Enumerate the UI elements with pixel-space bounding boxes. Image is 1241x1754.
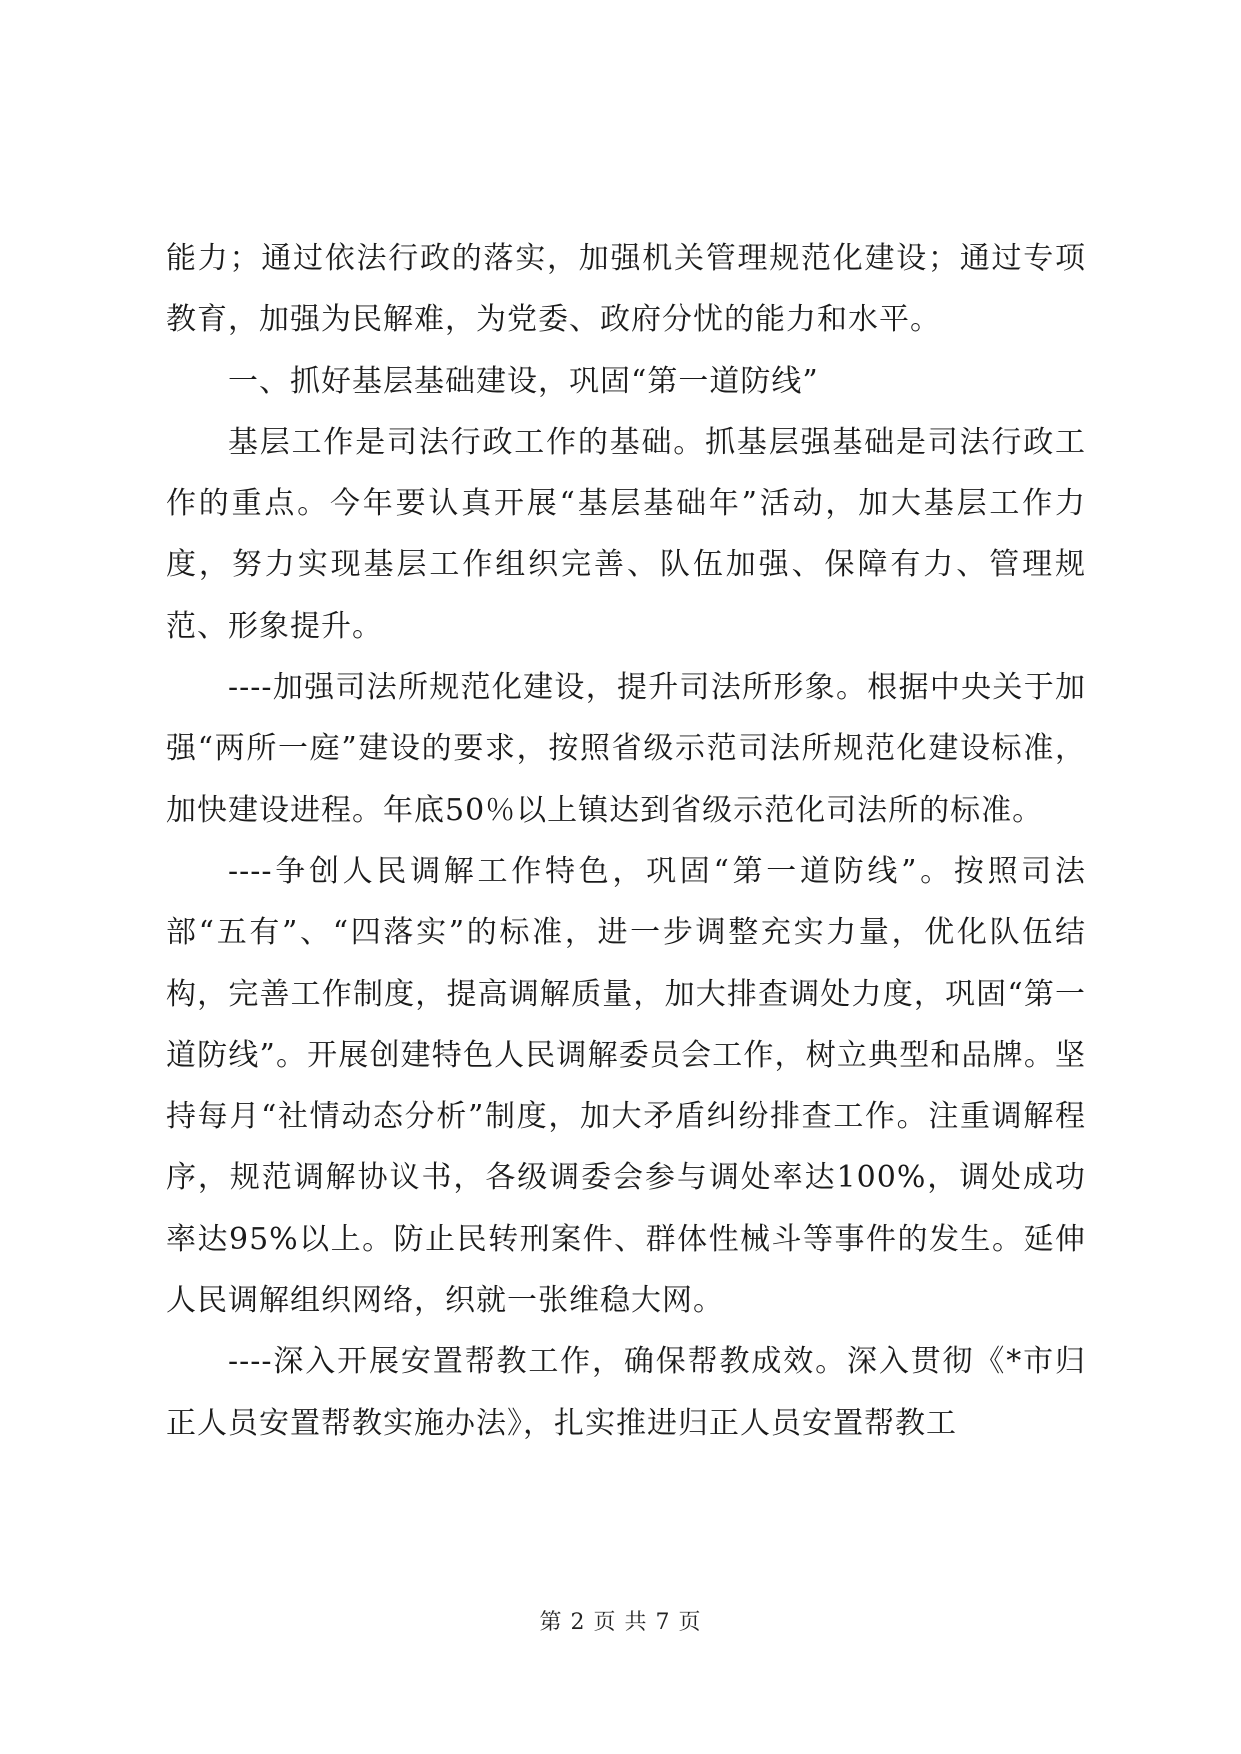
paragraph-mediation: ----争创人民调解工作特色，巩固“第一道防线”。按照司法部“五有”、“四落实”的标准，进一步调整充实力量，优化队伍结构，完善工作制度，提高调解质量，加大排查调处力度，巩固“第一道防线”。开展创建特色人民调解委员会工作，树立典型和品牌。坚持每月“社情动态分析”制度，加大矛盾纠纷排查工作。注重调解程序，规范调解协议书，各级调委会参与调处率达100%，调处成功率达95%以上。防止民转刑案件、群体性械斗等事件的发生。延伸人民调解组织网络，织就一张维稳大网。 xyxy=(166,853,1086,1319)
document-body xyxy=(166,228,1086,1454)
paragraph-intro: 基层工作是司法行政工作的基础。抓基层强基础是司法行政工作的重点。今年要认真开展“基层基础年”活动，加大基层工作力度，努力实现基层工作组织完善、队伍加强、保障有力、管理规范、形象提升。 xyxy=(166,424,1086,644)
paragraph-judicial-office: ----加强司法所规范化建设，提升司法所形象。根据中央关于加强“两所一庭”建设的要求，按照省级示范司法所规范化建设标准，加快建设进程。年底50％以上镇达到省级示范化司法所的标准。 xyxy=(166,670,1086,828)
section-heading: 一、抓好基层基础建设，巩固“第一道防线” xyxy=(228,363,819,399)
page-number-footer: 第 2 页 共 7 页 xyxy=(539,1610,702,1635)
paragraph-resettlement: ----深入开展安置帮教工作，确保帮教成效。深入贯彻《*市归正人员安置帮教实施办法》，扎实推进归正人员安置帮教工 xyxy=(166,1344,1086,1441)
paragraph-continuation: 能力；通过依法行政的落实，加强机关管理规范化建设；通过专项教育，加强为民解难，为党委、政府分忧的能力和水平。 xyxy=(166,241,1086,338)
